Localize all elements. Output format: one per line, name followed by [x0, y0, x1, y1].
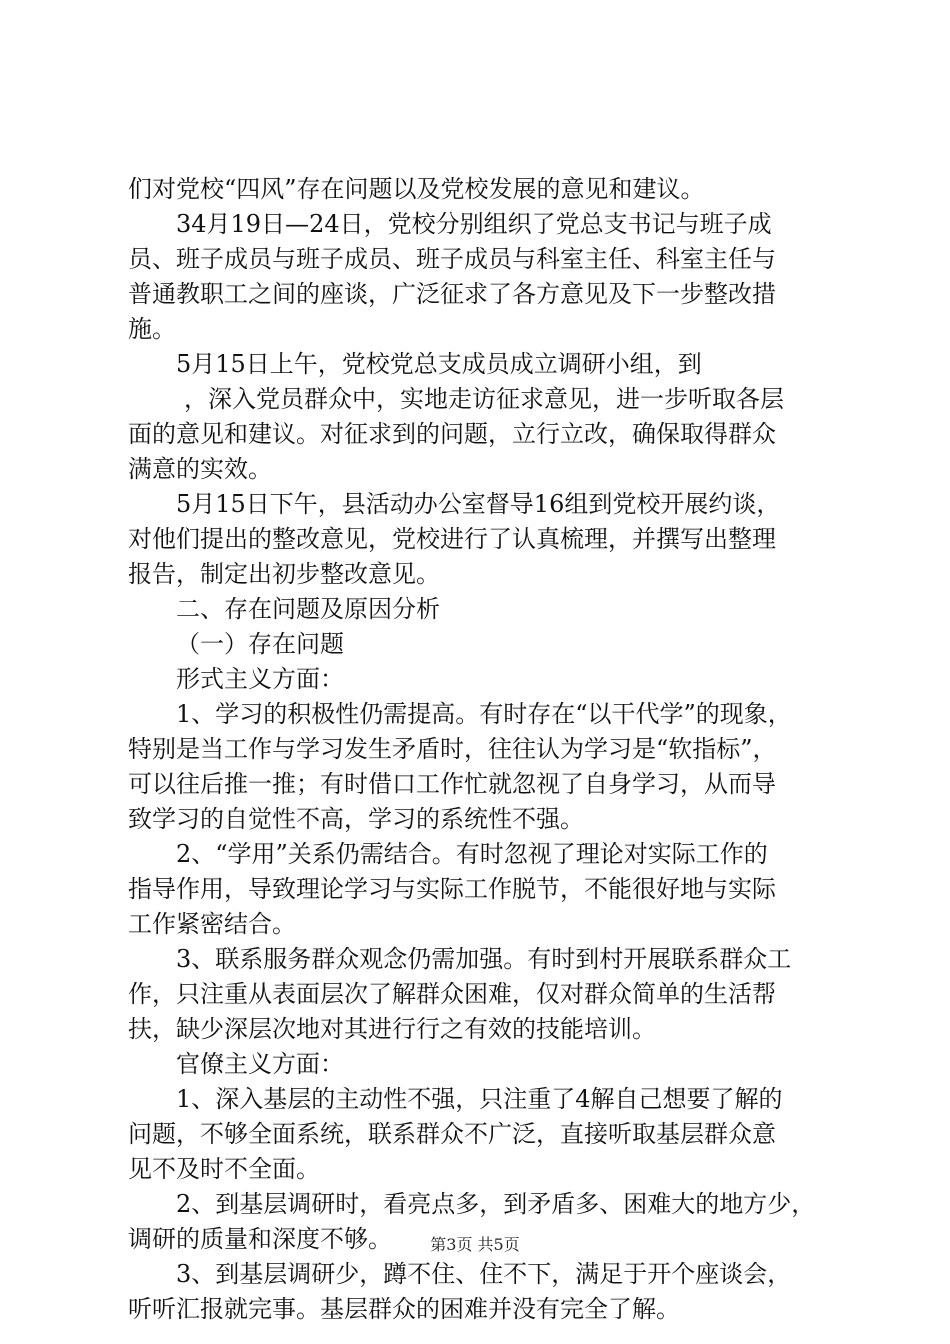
text-line: 员、班子成员与班子成员、班子成员与科室主任、科室主任与 [128, 245, 776, 273]
text-line: 形式主义方面： [176, 665, 344, 693]
text-line: 5月15日上午，党校党总支成员成立调研小组，到 [176, 350, 702, 378]
document-body [128, 172, 840, 1327]
text-line: 3、到基层调研少，蹲不住、住不下，满足于开个座谈会， [176, 1260, 792, 1288]
text-line: 可以往后推一推；有时借口工作忙就忽视了自身学习，从而导 [128, 770, 776, 798]
text-line: 2、到基层调研时，看亮点多，到矛盾多、困难大的地方少， [176, 1190, 816, 1218]
text-line: ，深入党员群众中，实地走访征求意见，进一步听取各层 [184, 385, 784, 413]
text-line: 报告，制定出初步整改意见。 [128, 560, 440, 588]
text-line: 作，只注重从表面层次了解群众困难，仅对群众简单的生活帮 [128, 980, 776, 1008]
text-line: 官僚主义方面： [176, 1050, 344, 1078]
text-line: 对他们提出的整改意见，党校进行了认真梳理，并撰写出整理 [128, 525, 776, 553]
text-line: 工作紧密结合。 [128, 910, 296, 938]
text-line: 1、学习的积极性仍需提高。有时存在“以干代学”的现象， [176, 700, 792, 728]
text-line: 2、“学用”关系仍需结合。有时忽视了理论对实际工作的 [176, 840, 768, 868]
section-heading: 二、存在问题及原因分析 [176, 595, 440, 623]
text-line: 普通教职工之间的座谈，广泛征求了各方意见及下一步整改措 [128, 280, 776, 308]
text-line: 扶，缺少深层次地对其进行行之有效的技能培训。 [128, 1015, 656, 1043]
text-line: 见不及时不全面。 [128, 1155, 320, 1183]
subsection-heading: （一）存在问题 [176, 630, 344, 658]
text-line: 1、深入基层的主动性不强，只注重了4解自己想要了解的 [176, 1085, 783, 1113]
text-line: 面的意见和建议。对征求到的问题，立行立改，确保取得群众 [128, 420, 776, 448]
text-line: 5月15日下午，县活动办公室督导16组到党校开展约谈， [176, 490, 781, 518]
text-line: 致学习的自觉性不高，学习的系统性不强。 [128, 805, 584, 833]
text-line: 满意的实效。 [128, 455, 272, 483]
text-line: 听听汇报就完事。基层群众的困难并没有完全了解。 [128, 1295, 680, 1323]
text-line: 施。 [128, 315, 176, 343]
page-number-footer: 第3页 共5页 [430, 1235, 520, 1254]
text-line: 3、联系服务群众观念仍需加强。有时到村开展联系群众工 [176, 945, 792, 973]
text-line: 特别是当工作与学习发生矛盾时，往往认为学习是“软指标”， [128, 735, 777, 763]
text-line: 指导作用，导致理论学习与实际工作脱节，不能很好地与实际 [128, 875, 776, 903]
text-line: 们对党校“四风”存在问题以及党校发展的意见和建议。 [128, 175, 705, 203]
text-line: 34月19日—24日，党校分别组织了党总支书记与班子成 [176, 210, 772, 238]
text-line: 调研的质量和深度不够。 [128, 1225, 392, 1253]
text-line: 问题，不够全面系统，联系群众不广泛，直接听取基层群众意 [128, 1120, 776, 1148]
